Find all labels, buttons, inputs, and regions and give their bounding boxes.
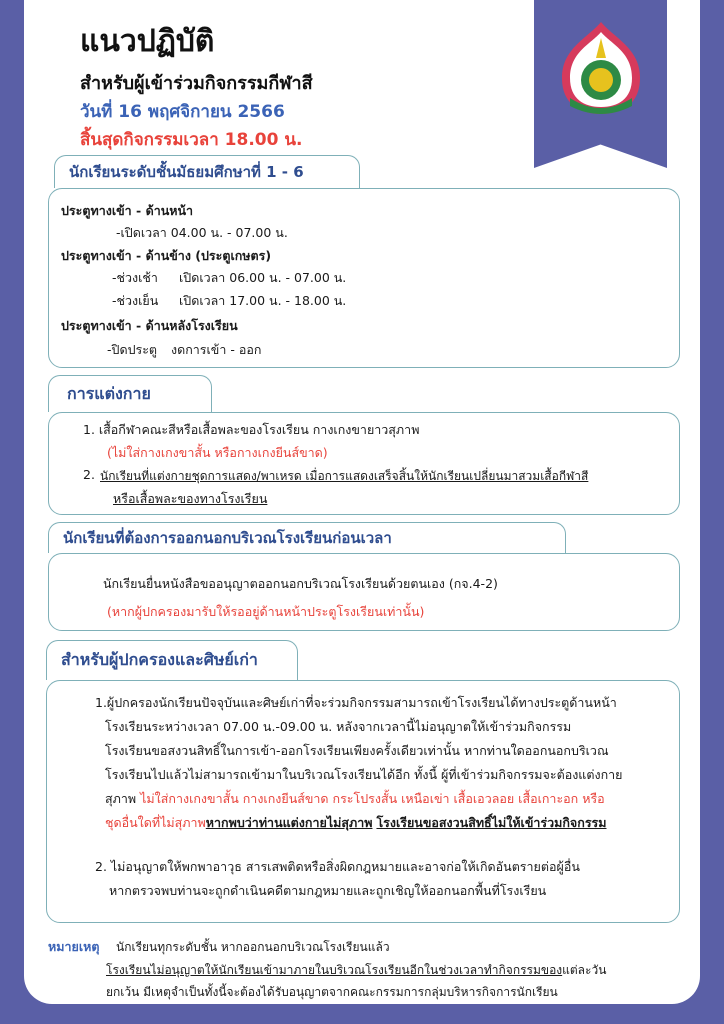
dress-item-1: 1. เสื้อกีฬาคณะสีหรือเสื้อพละของโรงเรียน กางเกงขายาวสุภาพ (83, 422, 420, 437)
gate-front-time: -เปิดเวลา 04.00 น. - 07.00 น. (116, 225, 288, 240)
note-line-3: ยกเว้น มีเหตุจำเป็นทั้งนี้จะต้องได้รับอนุญาตจากคณะกรรมการกลุ่มบริหารกิจการนักเรียน (106, 985, 558, 999)
section-leave-early-box (48, 553, 680, 631)
gate-side-evening-label: -ช่วงเย็น (112, 293, 159, 308)
gate-back-label: -ปิดประตู (107, 342, 158, 357)
parents-p1-line-5-a: สุภาพ (105, 791, 137, 806)
gate-front-heading: ประตูทางเข้า - ด้านหน้า (61, 203, 194, 218)
section-students-box (48, 188, 680, 368)
note-line-1: นักเรียนทุกระดับชั้น หากออกนอกบริเวณโรงเรียนแล้ว (116, 940, 390, 954)
gate-side-heading: ประตูทางเข้า - ด้านข้าง (ประตูเกษตร) (61, 248, 272, 263)
page-title: แนวปฏิบัติ (80, 24, 215, 59)
section-tab-parents-alumni: สำหรับผู้ปกครองและศิษย์เก่า (46, 640, 298, 680)
parents-p1-line-6-b: หากพบว่าท่านแต่งกายไม่สุภาพ (205, 815, 373, 830)
event-end-time: สิ้นสุดกิจกรรมเวลา 18.00 น. (80, 130, 303, 150)
note-label: หมายเหตุ (48, 939, 100, 954)
section-parents-alumni-box (46, 680, 680, 923)
dress-item-2-line-a: นักเรียนที่แต่งกายชุดการแสดง/พาเหรด เมื่อการแสดงเสร็จสิ้นให้นักเรียนเปลี่ยนมาสวมเสื้อกีฬาสี (100, 469, 589, 483)
parents-p1-line-3: โรงเรียนขอสงวนสิทธิ์ในการเข้า-ออกโรงเรียนเพียงครั้งเดียวเท่านั้น หากท่านใดออกนอกบริเวณ (105, 743, 609, 758)
leave-early-line-1: นักเรียนยื่นหนังสือขออนุญาตออกนอกบริเวณโรงเรียนด้วยตนเอง (กจ.4-2) (103, 576, 498, 591)
gate-side-morning-time: เปิดเวลา 06.00 น. - 07.00 น. (179, 270, 347, 285)
note-line-2-a: โรงเรียนไม่อนุญาตให้นักเรียนเข้ามาภายในบริเวณโรงเรียนอีกในช่วงเวลาทำกิจกรรมของ (106, 963, 563, 977)
leave-early-line-2: (หากผู้ปกครองมารับให้รออยู่ด้านหน้าประตูโรงเรียนเท่านั้น) (107, 604, 425, 619)
page-subtitle: สำหรับผู้เข้าร่วมกิจกรรมกีฬาสี (80, 73, 313, 94)
parents-p2-line-1: 2. ไม่อนุญาตให้พกพาอาวุธ สารเสพติดหรือสิ่งผิดกฎหมายและอาจก่อให้เกิดอันตรายต่อผู้อื่น (95, 859, 580, 874)
parents-p1-line-5 (105, 789, 605, 809)
section-tab-dress: การแต่งกาย (48, 375, 212, 412)
note-line-2-b: แต่ละวัน (562, 963, 607, 977)
parents-p2-line-2: หากตรวจพบท่านจะถูกดำเนินคดีตามกฎหมายและถูกเชิญให้ออกนอกพื้นที่โรงเรียน (109, 883, 547, 898)
dress-item-1-note: (ไม่ใส่กางเกงขาสั้น หรือกางเกงยีนส์ขาด) (107, 445, 328, 460)
section-tab-leave-early: นักเรียนที่ต้องการออกนอกบริเวณโรงเรียนก่อนเวลา (48, 522, 566, 553)
gate-side-morning-label: -ช่วงเช้า (112, 270, 158, 285)
event-date: วันที่ 16 พฤศจิกายน 2566 (80, 102, 285, 122)
school-seal-icon (556, 18, 646, 118)
poster-card (24, 0, 700, 1004)
dress-item-2-line-b: หรือเสื้อพละของทางโรงเรียน (113, 491, 268, 506)
parents-p1-line-6-a: ชุดอื่นใดที่ไม่สุภาพ (105, 815, 206, 830)
dress-item-2-number: 2. (83, 467, 95, 482)
note-line-2 (106, 961, 606, 980)
gate-back-status: งดการเข้า - ออก (171, 342, 262, 357)
section-tab-students: นักเรียนระดับชั้นมัธยมศึกษาที่ 1 - 6 (54, 155, 360, 188)
gate-side-evening-time: เปิดเวลา 17.00 น. - 18.00 น. (179, 293, 347, 308)
parents-p1-line-4: โรงเรียนไปแล้วไม่สามารถเข้ามาในบริเวณโรงเรียนได้อีก ทั้งนี้ ผู้ที่เข้าร่วมกิจกรรมจะต้องแต่งกาย (105, 767, 623, 782)
parents-p1-line-1: 1.ผู้ปกครองนักเรียนปัจจุบันและศิษย์เก่าที่จะร่วมกิจกรรมสามารถเข้าโรงเรียนได้ทางประตูด้านหน้า (95, 695, 617, 710)
parents-p1-line-5-b: ไม่ใส่กางเกงขาสั้น กางเกงยีนส์ขาด กระโปรงสั้น เหนือเข่า เสื้อเอวลอย เสื้อเกาะอก หรือ (140, 791, 605, 806)
parents-p1-line-2: โรงเรียนระหว่างเวลา 07.00 น.-09.00 น. หลังจากเวลานี้ไม่อนุญาตให้เข้าร่วมกิจกรรม (105, 719, 572, 734)
section-dress-box (48, 412, 680, 515)
parents-p1-line-6-c: โรงเรียนขอสงวนสิทธิ์ไม่ให้เข้าร่วมกิจกรรม (376, 815, 607, 830)
gate-back-heading: ประตูทางเข้า - ด้านหลังโรงเรียน (61, 318, 238, 333)
parents-p1-line-6 (105, 813, 607, 833)
